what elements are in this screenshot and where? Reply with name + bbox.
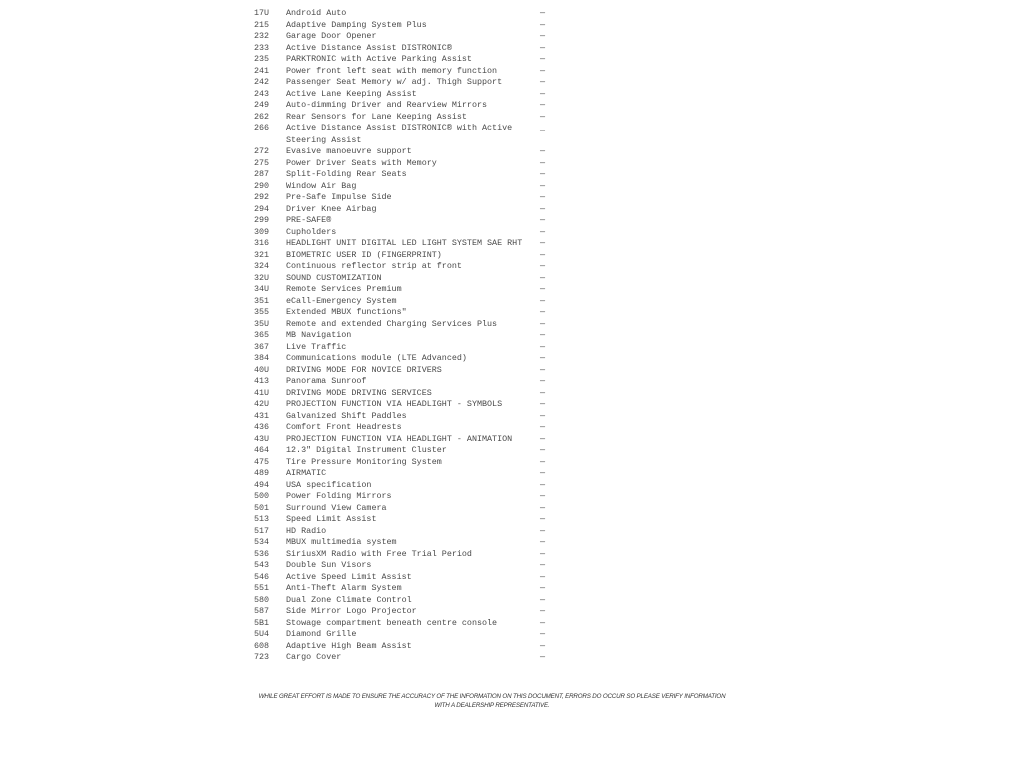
- option-row: [254, 227, 554, 239]
- option-row: [254, 376, 554, 388]
- option-price: —: [540, 42, 546, 53]
- option-code: 32U: [254, 272, 270, 283]
- option-code: 17U: [254, 8, 270, 18]
- option-price: —: [540, 226, 546, 237]
- option-description: Power Folding Mirrors: [286, 491, 392, 501]
- option-price: —: [540, 399, 546, 409]
- option-row: [254, 537, 554, 549]
- option-price: —: [540, 629, 546, 639]
- option-description: Double Sun Visors: [286, 560, 372, 570]
- option-price: —: [540, 100, 546, 110]
- option-price: —: [540, 169, 546, 179]
- option-row: [254, 8, 554, 20]
- option-price: —: [540, 376, 546, 386]
- option-description: Window Air Bag: [286, 180, 357, 191]
- option-row: [254, 491, 554, 503]
- option-description: Power Driver Seats with Memory: [286, 157, 437, 168]
- option-row: [254, 468, 554, 480]
- option-row: [254, 89, 554, 101]
- option-description: DRIVING MODE FOR NOVICE DRIVERS: [286, 364, 442, 375]
- option-price: —: [540, 157, 546, 168]
- option-description: Power front left seat with memory function: [286, 65, 498, 76]
- option-description: Garage Door Opener: [286, 31, 377, 41]
- option-description: Remote Services Premium: [286, 284, 402, 294]
- option-description: Split-Folding Rear Seats: [286, 169, 407, 179]
- option-price: —: [540, 341, 546, 352]
- option-description: PARKTRONIC with Active Parking Assist: [286, 54, 472, 64]
- option-price: —: [540, 19, 546, 30]
- option-code: 489: [254, 468, 270, 478]
- option-price: —: [540, 560, 546, 570]
- option-code: 43U: [254, 433, 270, 444]
- option-code: 41U: [254, 387, 270, 398]
- option-description: DRIVING MODE DRIVING SERVICES: [286, 387, 432, 398]
- option-price: _: [540, 123, 546, 133]
- option-price: —: [540, 479, 546, 490]
- option-code: 513: [254, 514, 270, 524]
- option-code: 367: [254, 341, 270, 352]
- option-code: 272: [254, 146, 270, 156]
- option-price: —: [540, 54, 546, 64]
- option-code: 517: [254, 525, 270, 536]
- option-code: 551: [254, 583, 270, 593]
- option-code: 723: [254, 652, 270, 662]
- option-description: HEADLIGHT UNIT DIGITAL LED LIGHT SYSTEM SAE RHT: [286, 238, 523, 248]
- option-description: Stowage compartment beneath centre console: [286, 617, 498, 628]
- option-description: Rear Sensors for Lane Keeping Assist: [286, 111, 467, 122]
- option-code: 290: [254, 180, 270, 191]
- option-price: —: [540, 502, 546, 513]
- option-row: [254, 77, 554, 89]
- option-code: 355: [254, 307, 270, 317]
- option-code: 42U: [254, 399, 270, 409]
- option-description: Passenger Seat Memory w/ adj. Thigh Support: [286, 77, 503, 87]
- option-row: [254, 238, 554, 250]
- option-row: [254, 54, 554, 66]
- option-description: PROJECTION FUNCTION VIA HEADLIGHT - SYMBOLS: [286, 399, 503, 409]
- option-price: —: [540, 548, 546, 559]
- option-row: [254, 43, 554, 55]
- option-row: [254, 560, 554, 572]
- option-code: 580: [254, 594, 270, 605]
- option-row: [254, 572, 554, 584]
- option-code: 287: [254, 169, 270, 179]
- option-description: Diamond Grille: [286, 629, 357, 639]
- option-price: —: [540, 284, 546, 294]
- option-description: Cargo Cover: [286, 652, 342, 662]
- option-code: 294: [254, 203, 270, 214]
- option-code: 501: [254, 502, 270, 513]
- option-description: MBUX multimedia system: [286, 537, 397, 547]
- option-description: Live Traffic: [286, 341, 347, 352]
- option-code: 436: [254, 422, 270, 432]
- option-row: [254, 204, 554, 216]
- option-code: 464: [254, 445, 270, 455]
- option-row: [254, 284, 554, 296]
- option-price: —: [540, 606, 546, 616]
- option-row: [254, 319, 554, 331]
- options-list: [254, 8, 554, 664]
- option-description: SiriusXM Radio with Free Trial Period: [286, 548, 472, 559]
- option-code: 321: [254, 249, 270, 260]
- option-description: PRE-SAFE®: [286, 215, 332, 225]
- option-price: —: [540, 583, 546, 593]
- option-price: —: [540, 617, 546, 628]
- option-row: [254, 261, 554, 273]
- option-row: [254, 434, 554, 446]
- option-price: —: [540, 192, 546, 202]
- option-description: Comfort Front Headrests: [286, 422, 402, 432]
- option-row: [254, 457, 554, 469]
- option-code: 413: [254, 376, 270, 386]
- option-row: [254, 353, 554, 365]
- option-description: Active Lane Keeping Assist: [286, 88, 417, 99]
- option-row: [254, 20, 554, 32]
- option-row: [254, 330, 554, 342]
- option-row: [254, 445, 554, 457]
- option-code: 500: [254, 491, 270, 501]
- option-row: [254, 514, 554, 526]
- option-price: —: [540, 571, 546, 582]
- option-price: —: [540, 456, 546, 467]
- option-price: —: [540, 640, 546, 651]
- option-code: 534: [254, 537, 270, 547]
- option-code: 494: [254, 479, 270, 490]
- option-price: —: [540, 31, 546, 41]
- option-description: Side Mirror Logo Projector: [286, 606, 417, 616]
- option-description: Anti-Theft Alarm System: [286, 583, 402, 593]
- option-price: —: [540, 88, 546, 99]
- option-row: [254, 192, 554, 204]
- option-code: 536: [254, 548, 270, 559]
- option-row: [254, 526, 554, 538]
- option-description: Driver Knee Airbag: [286, 203, 377, 214]
- option-row: [254, 181, 554, 193]
- option-price: —: [540, 65, 546, 76]
- option-description: Adaptive High Beam Assist: [286, 640, 412, 651]
- option-code: 242: [254, 77, 270, 87]
- option-code: 608: [254, 640, 270, 651]
- option-code: 5B1: [254, 617, 270, 628]
- option-price: —: [540, 514, 546, 524]
- option-row: [254, 342, 554, 354]
- option-description: USA specification: [286, 479, 372, 490]
- option-code: 275: [254, 157, 270, 168]
- option-row: [254, 388, 554, 400]
- option-row: [254, 100, 554, 112]
- option-price: —: [540, 652, 546, 662]
- option-price: —: [540, 77, 546, 87]
- option-row: [254, 606, 554, 618]
- option-code: 292: [254, 192, 270, 202]
- option-price: —: [540, 330, 546, 340]
- option-row: [254, 503, 554, 515]
- option-price: —: [540, 525, 546, 536]
- option-price: —: [540, 433, 546, 444]
- option-code: 309: [254, 226, 270, 237]
- option-row: [254, 296, 554, 308]
- option-description: MB Navigation: [286, 330, 352, 340]
- option-code: 384: [254, 353, 270, 363]
- option-row: [254, 422, 554, 434]
- option-price: —: [540, 353, 546, 363]
- option-price: —: [540, 468, 546, 478]
- option-code: 235: [254, 54, 270, 64]
- option-code: 324: [254, 261, 270, 271]
- option-description: HD Radio: [286, 525, 327, 536]
- option-description: Panorama Sunroof: [286, 376, 367, 386]
- option-price: —: [540, 249, 546, 260]
- option-code: 35U: [254, 318, 270, 329]
- option-price: —: [540, 215, 546, 225]
- option-description: 12.3" Digital Instrument Cluster: [286, 445, 447, 455]
- option-description: Speed Limit Assist: [286, 514, 377, 524]
- option-row: [254, 307, 554, 319]
- option-row: [254, 215, 554, 227]
- option-code: 266: [254, 123, 270, 133]
- option-description: Remote and extended Charging Services Plus: [286, 318, 498, 329]
- option-description: Tire Pressure Monitoring System: [286, 456, 442, 467]
- option-code: 587: [254, 606, 270, 616]
- option-code: 241: [254, 65, 270, 76]
- option-price: —: [540, 491, 546, 501]
- option-description: PROJECTION FUNCTION VIA HEADLIGHT - ANIMATION: [286, 433, 513, 444]
- option-code: 232: [254, 31, 270, 41]
- option-row: [254, 169, 554, 181]
- option-code: 351: [254, 295, 270, 306]
- option-price: —: [540, 295, 546, 306]
- option-description: Android Auto: [286, 8, 347, 18]
- option-row: [254, 652, 554, 664]
- option-code: 5U4: [254, 629, 270, 639]
- option-row: [254, 273, 554, 285]
- option-price: —: [540, 387, 546, 398]
- option-price: —: [540, 318, 546, 329]
- option-row: [254, 641, 554, 653]
- option-row: [254, 618, 554, 630]
- option-price: —: [540, 261, 546, 271]
- option-price: —: [540, 364, 546, 375]
- option-code: 475: [254, 456, 270, 467]
- option-code: 365: [254, 330, 270, 340]
- option-description: Dual Zone Climate Control: [286, 594, 412, 605]
- option-code: 262: [254, 111, 270, 122]
- option-description: Extended MBUX functions": [286, 307, 407, 317]
- option-description: Evasive manoeuvre support: [286, 146, 412, 156]
- option-code: 40U: [254, 364, 270, 375]
- option-code: 546: [254, 571, 270, 582]
- option-row: [254, 112, 554, 124]
- option-description: Pre-Safe Impulse Side: [286, 192, 392, 202]
- option-price: —: [540, 410, 546, 421]
- option-row: [254, 365, 554, 377]
- option-price: —: [540, 238, 546, 248]
- option-code: 543: [254, 560, 270, 570]
- option-price: —: [540, 307, 546, 317]
- option-price: —: [540, 445, 546, 455]
- option-description: Adaptive Damping System Plus: [286, 19, 427, 30]
- option-description: Continuous reflector strip at front: [286, 261, 462, 271]
- option-description: Active Distance Assist DISTRONIC® with Active Steering Assist: [286, 123, 518, 145]
- option-description: BIOMETRIC USER ID (FINGERPRINT): [286, 249, 442, 260]
- option-price: —: [540, 146, 546, 156]
- option-description: eCall-Emergency System: [286, 295, 397, 306]
- option-description: Surround View Camera: [286, 502, 387, 513]
- option-row: [254, 595, 554, 607]
- option-price: —: [540, 8, 546, 18]
- option-row: [254, 629, 554, 641]
- option-code: 243: [254, 88, 270, 99]
- option-row: [254, 583, 554, 595]
- option-row: [254, 158, 554, 170]
- option-price: —: [540, 111, 546, 122]
- option-description: Active Speed Limit Assist: [286, 571, 412, 582]
- option-description: SOUND CUSTOMIZATION: [286, 272, 382, 283]
- option-description: AIRMATIC: [286, 468, 327, 478]
- option-row: [254, 480, 554, 492]
- option-code: 431: [254, 410, 270, 421]
- option-row: [254, 411, 554, 423]
- option-row: [254, 399, 554, 411]
- option-description: Active Distance Assist DISTRONIC®: [286, 42, 452, 53]
- option-price: —: [540, 203, 546, 214]
- option-description: Auto-dimming Driver and Rearview Mirrors: [286, 100, 488, 110]
- option-row: [254, 123, 554, 146]
- option-price: —: [540, 180, 546, 191]
- option-code: 34U: [254, 284, 270, 294]
- option-description: Galvanized Shift Paddles: [286, 410, 407, 421]
- option-code: 299: [254, 215, 270, 225]
- option-description: Cupholders: [286, 226, 337, 237]
- option-code: 215: [254, 19, 270, 30]
- option-row: [254, 146, 554, 158]
- option-code: 249: [254, 100, 270, 110]
- option-price: —: [540, 537, 546, 547]
- disclaimer: WHILE GREAT EFFORT IS MADE TO ENSURE THE ACCURACY OF THE INFORMATION ON THIS DOCUMENT, ERRORS DO OCCUR SO PLEASE VERIFY INFORMATION WITH A DEALERSHIP REPRESENTATIVE.: [258, 693, 726, 709]
- option-row: [254, 549, 554, 561]
- option-code: 316: [254, 238, 270, 248]
- option-price: —: [540, 272, 546, 283]
- option-row: [254, 250, 554, 262]
- option-row: [254, 31, 554, 43]
- option-description: Communications module (LTE Advanced): [286, 353, 467, 363]
- option-price: —: [540, 422, 546, 432]
- option-price: —: [540, 594, 546, 605]
- option-code: 233: [254, 42, 270, 53]
- option-row: [254, 66, 554, 78]
